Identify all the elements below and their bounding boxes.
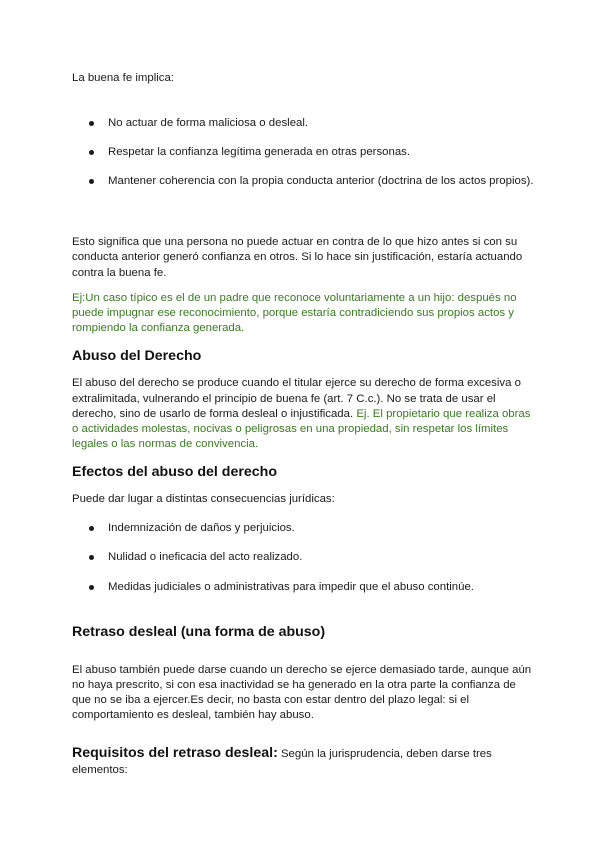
requisitos-text: Según la jurisprudencia, deben darse tres elementos: bbox=[72, 748, 492, 777]
abuso-paragraph bbox=[72, 376, 538, 452]
list-item: No actuar de forma maliciosa o desleal. bbox=[72, 116, 538, 131]
list-item: Indemnización de daños y perjuicios. bbox=[72, 521, 538, 536]
explanation-paragraph: Esto significa que una persona no puede actuar en contra de lo que hizo antes si con su conducta anterior generó confianza en otros. Si lo hace sin justificación, estaría actuando contra la buena fe. bbox=[72, 236, 523, 279]
section-heading-abuso: Abuso del Derecho bbox=[72, 348, 202, 365]
section-heading-efectos: Efectos del abuso del derecho bbox=[72, 464, 277, 481]
requisitos-paragraph bbox=[72, 745, 538, 778]
requisitos-heading: Requisitos del retraso desleal: bbox=[72, 745, 278, 762]
effects-list bbox=[72, 521, 538, 595]
section-heading-retraso: Retraso desleal (una forma de abuso) bbox=[72, 623, 326, 640]
retraso-paragraph: El abuso también puede darse cuando un derecho se ejerce demasiado tarde, aunque aún no haya prescrito, si con esa inactividad se ha generado en la otra parte la confianza de que no se iba a ejercer.Es decir, no basta con estar dentro del plazo legal: si el comportamiento es desleal, también hay abuso. bbox=[72, 663, 532, 722]
example-paragraph: Ej:Un caso típico es el de un padre que reconoce voluntariamente a un hijo: después no puede impugnar ese reconocimiento, porque estaría contradiciendo sus propios actos y rompiendo la confianza generada. bbox=[72, 291, 517, 335]
intro-text: La buena fe implica: bbox=[72, 72, 174, 84]
list-item: Mantener coherencia con la propia conducta anterior (doctrina de los actos propios). bbox=[72, 174, 538, 189]
abuso-definition: El abuso del derecho se produce cuando el titular ejerce su derecho de forma excesiva o extralimitada, vulnerando el principio de buena fe (art. 7 C.c.). No se trata de usar el derecho, sino de usarlo de forma desleal o injustificada. bbox=[72, 377, 521, 420]
efectos-intro: Puede dar lugar a distintas consecuencias jurídicas: bbox=[72, 493, 335, 506]
list-item: Nulidad o ineficacia del acto realizado. bbox=[72, 550, 538, 565]
list-item: Medidas judiciales o administrativas para impedir que el abuso continúe. bbox=[72, 580, 538, 595]
list-item: Respetar la confianza legítima generada en otras personas. bbox=[72, 145, 538, 160]
abuso-example: Ej. El propietario que realiza obras o actividades molestas, nocivas o peligrosas en una propiedad, sin respetar los límites legales o las normas de convivencia. bbox=[72, 407, 531, 451]
good-faith-list bbox=[72, 116, 538, 189]
